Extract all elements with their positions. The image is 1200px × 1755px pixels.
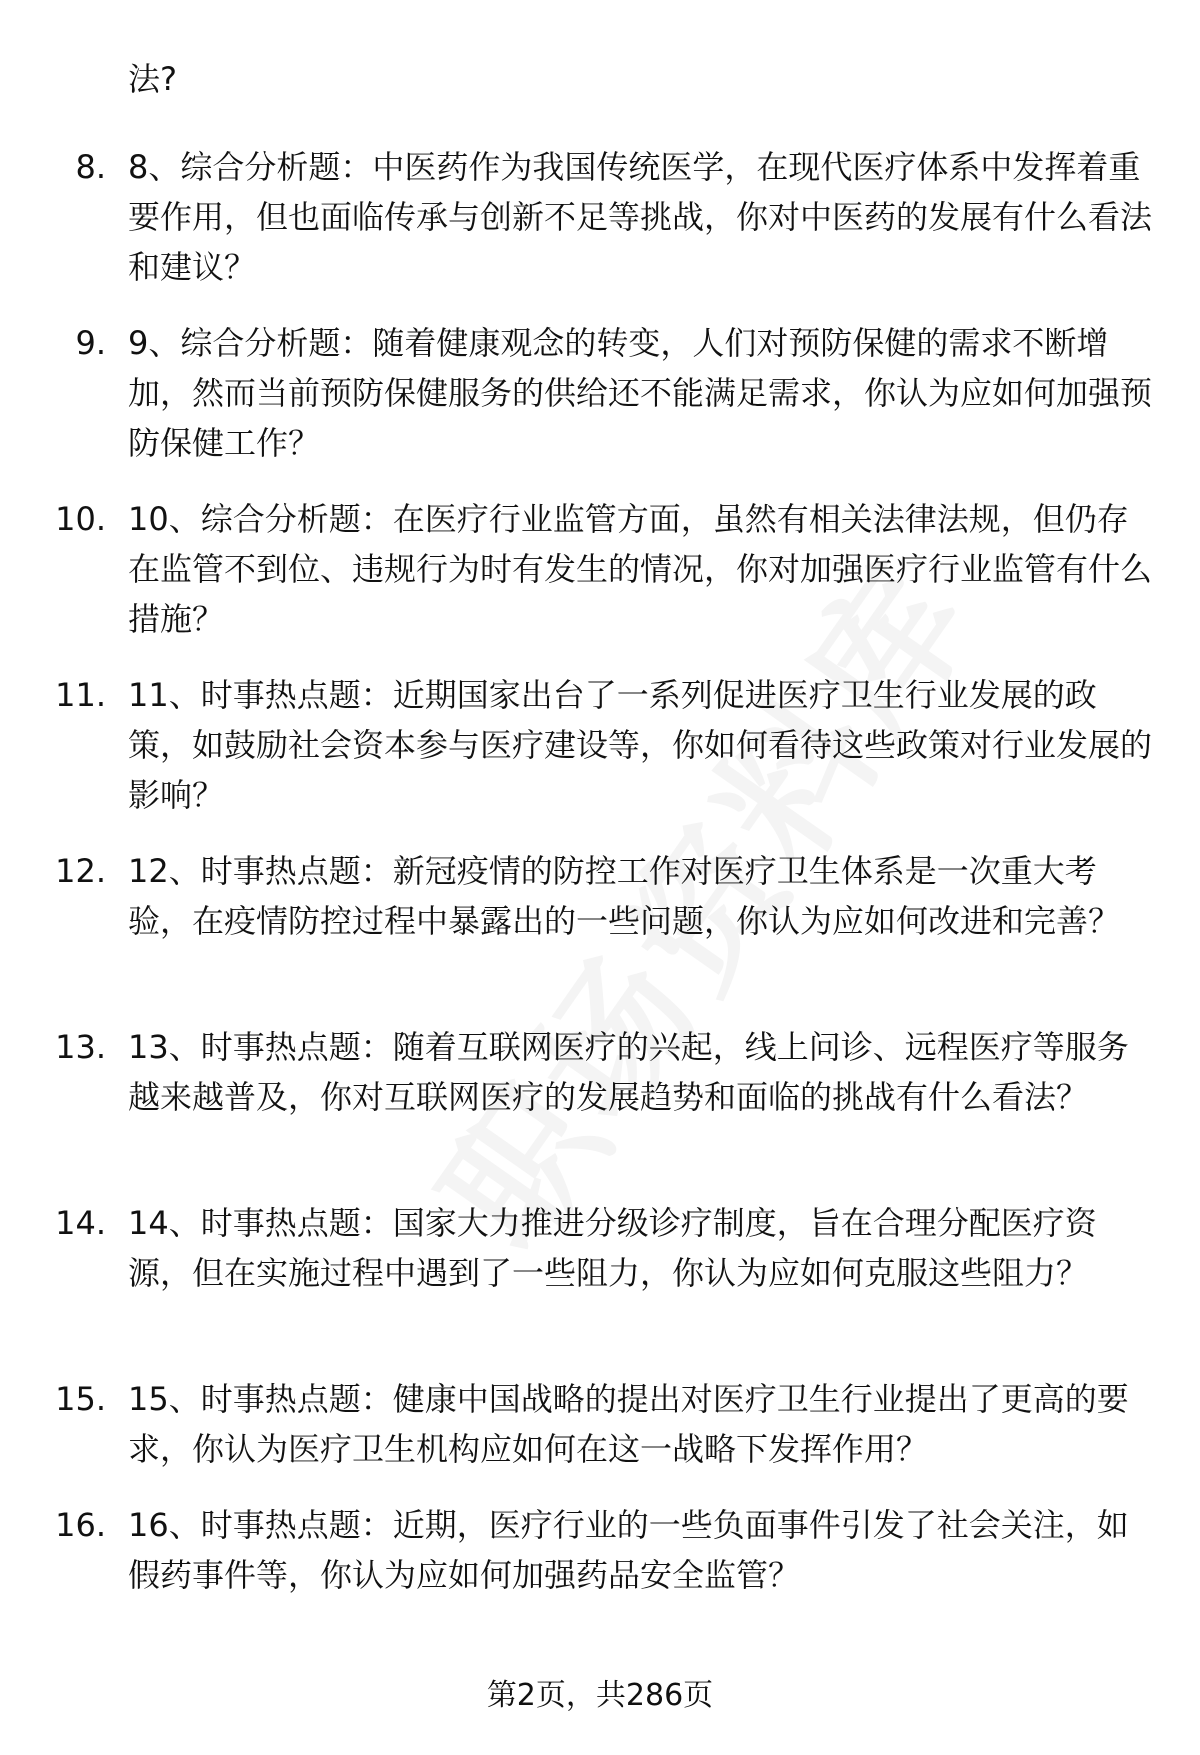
question-item-11 — [0, 670, 1200, 820]
question-number: 10. — [55, 500, 106, 538]
question-text: 8、综合分析题：中医药作为我国传统医学，在现代医疗体系中发挥着重要作用，但也面临传承与创新不足等挑战，你对中医药的发展有什么看法和建议？ — [128, 148, 1153, 286]
question-item-13 — [0, 1022, 1200, 1172]
question-text: 15、时事热点题：健康中国战略的提出对医疗卫生行业提出了更高的要求，你认为医疗卫生机构应如何在这一战略下发挥作用？ — [128, 1380, 1129, 1468]
question-list — [0, 142, 1200, 1626]
question-number: 15. — [55, 1380, 106, 1418]
question-number: 14. — [55, 1204, 106, 1242]
question-text: 10、综合分析题：在医疗行业监管方面，虽然有相关法律法规，但仍存在监管不到位、违规行为时有发生的情况，你对加强医疗行业监管有什么措施？ — [128, 500, 1153, 638]
question-text: 9、综合分析题：随着健康观念的转变，人们对预防保健的需求不断增加，然而当前预防保健服务的供给还不能满足需求，你认为应如何加强预防保健工作？ — [128, 324, 1153, 462]
question-item-8 — [0, 142, 1200, 292]
question-number: 9. — [75, 324, 106, 362]
question-text: 12、时事热点题：新冠疫情的防控工作对医疗卫生体系是一次重大考验，在疫情防控过程中暴露出的一些问题，你认为应如何改进和完善？ — [128, 852, 1121, 940]
question-item-15 — [0, 1374, 1200, 1474]
question-number: 13. — [55, 1028, 106, 1066]
question-item-12 — [0, 846, 1200, 996]
question-number: 16. — [55, 1506, 106, 1544]
page-footer: 第2页，共286页 — [486, 1678, 714, 1713]
question-text: 11、时事热点题：近期国家出台了一系列促进医疗卫生行业发展的政策，如鼓励社会资本参与医疗建设等，你如何看待这些政策对行业发展的影响？ — [128, 676, 1153, 814]
question-text: 14、时事热点题：国家大力推进分级诊疗制度，旨在合理分配医疗资源，但在实施过程中遇到了一些阻力，你认为应如何克服这些阻力？ — [128, 1204, 1097, 1292]
question-number: 12. — [55, 852, 106, 890]
question-item-10 — [0, 494, 1200, 644]
question-number: 8. — [75, 148, 106, 186]
question-item-14 — [0, 1198, 1200, 1348]
question-text: 13、时事热点题：随着互联网医疗的兴起，线上问诊、远程医疗等服务越来越普及，你对互联网医疗的发展趋势和面临的挑战有什么看法？ — [128, 1028, 1129, 1116]
question-text: 16、时事热点题：近期，医疗行业的一些负面事件引发了社会关注，如假药事件等，你认为应如何加强药品安全监管？ — [128, 1506, 1129, 1594]
question-item-16 — [0, 1500, 1200, 1600]
question-number: 11. — [55, 676, 106, 714]
continued-text: 法? — [128, 60, 177, 98]
question-item-9 — [0, 318, 1200, 468]
